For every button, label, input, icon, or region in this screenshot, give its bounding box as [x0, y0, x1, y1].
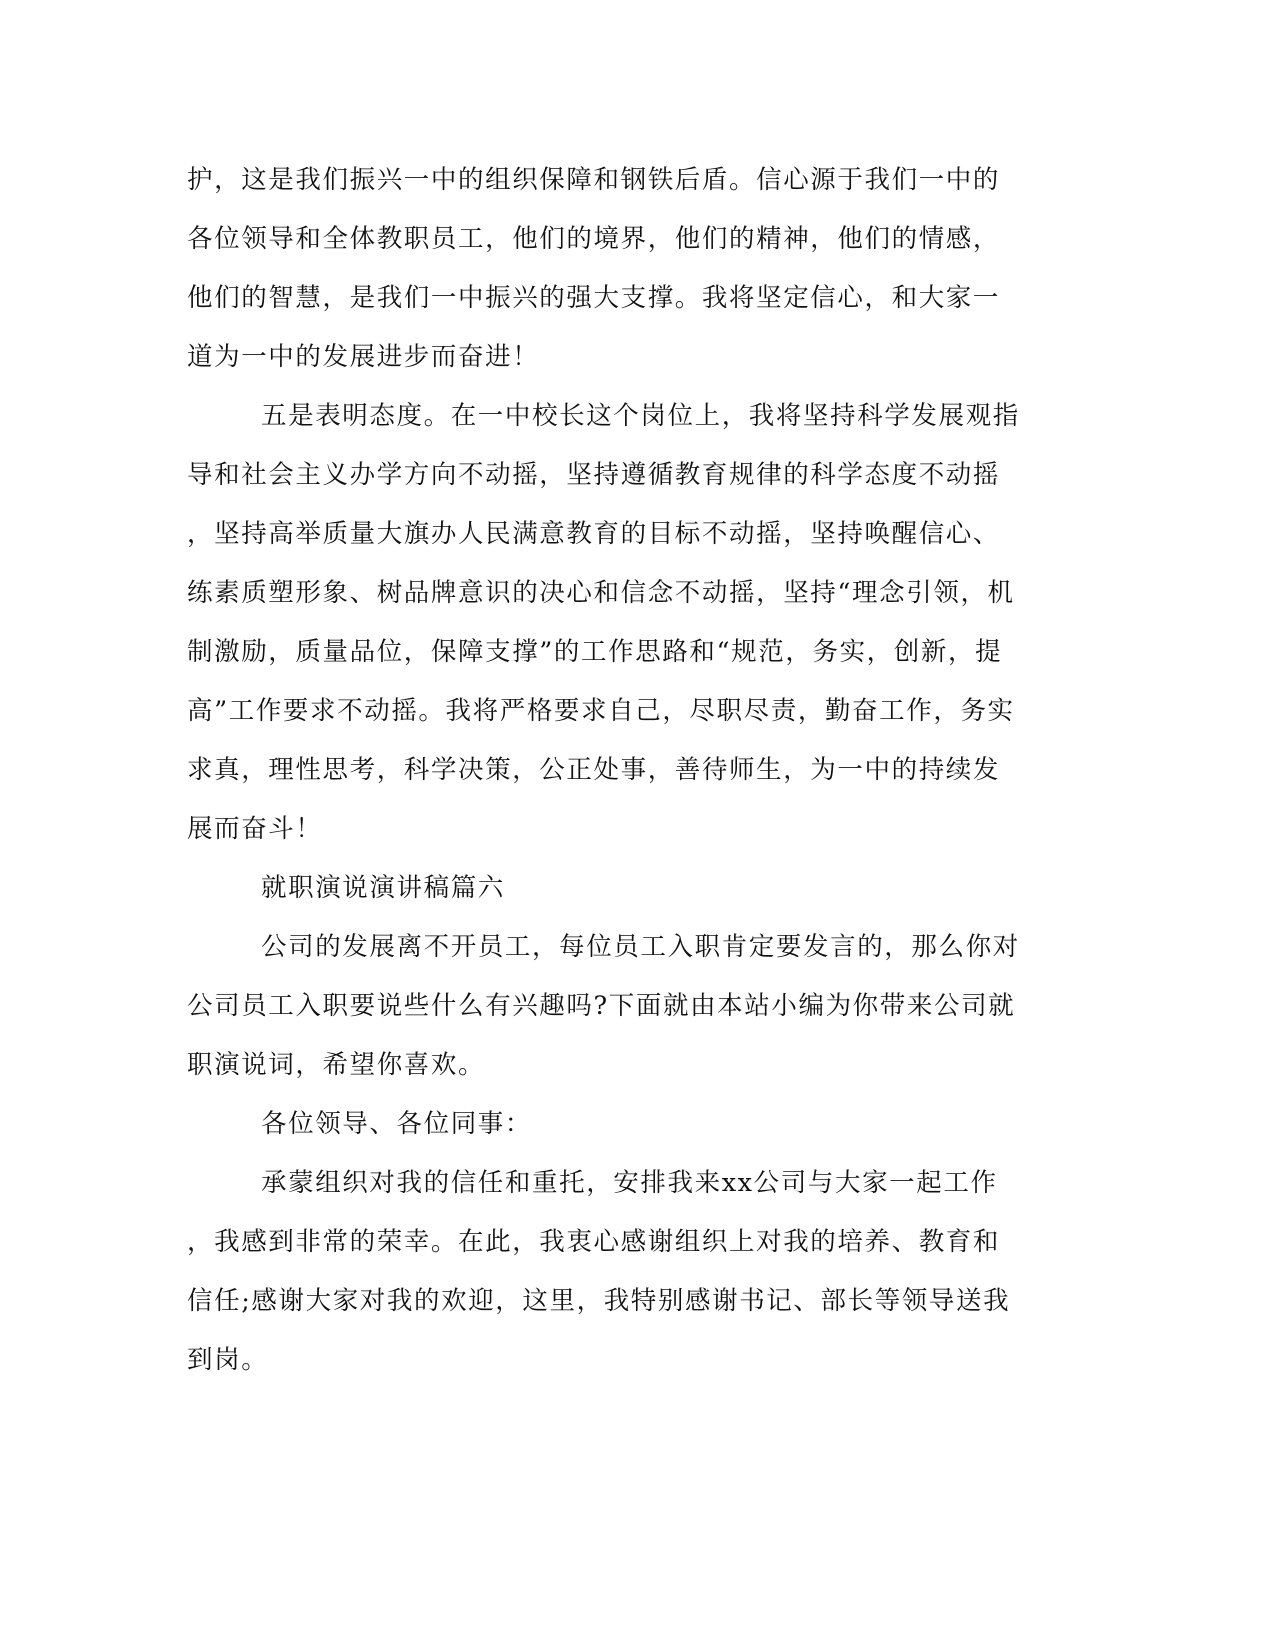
- text-line: 到岗。: [187, 1345, 269, 1375]
- text-line: 制激励，质量品位，保障支撑”的工作思路和“规范，务实，创新，提: [187, 637, 1003, 667]
- text-line: 信任;感谢大家对我的欢迎，这里，我特别感谢书记、部长等领导送我: [187, 1286, 1011, 1316]
- paragraph-start-line: 公司的发展离不开员工，每位员工入职肯定要发言的，那么你对: [261, 932, 1020, 962]
- text-line: 练素质塑形象、树品牌意识的决心和信念不动摇，坚持“理念引领，机: [187, 578, 1015, 608]
- text-line: 道为一中的发展进步而奋进！: [187, 342, 540, 372]
- salutation-line: 各位领导、各位同事：: [261, 1109, 533, 1139]
- section-heading: 就职演说演讲稿篇六: [261, 873, 505, 903]
- text-line: ，我感到非常的荣幸。在此，我衷心感谢组织上对我的培养、教育和: [187, 1227, 1001, 1257]
- text-line: 他们的智慧，是我们一中振兴的强大支撑。我将坚定信心，和大家一: [187, 283, 1001, 313]
- paragraph-start-line: 五是表明态度。在一中校长这个岗位上，我将坚持科学发展观指: [261, 401, 1020, 431]
- text-line: 公司员工入职要说些什么有兴趣吗?下面就由本站小编为你带来公司就: [187, 991, 1016, 1021]
- text-line: 求真，理性思考，科学决策，公正处事，善待师生，为一中的持续发: [187, 755, 1001, 785]
- text-line: 各位领导和全体教职员工，他们的境界，他们的精神，他们的情感，: [187, 224, 1001, 254]
- text-line: 导和社会主义办学方向不动摇，坚持遵循教育规律的科学态度不动摇: [187, 460, 1001, 490]
- text-line: ，坚持高举质量大旗办人民满意教育的目标不动摇，坚持唤醒信心、: [187, 519, 1001, 549]
- paragraph-start-line: 承蒙组织对我的信任和重托，安排我来xx公司与大家一起工作: [261, 1168, 998, 1198]
- text-line: 高”工作要求不动摇。我将严格要求自己，尽职尽责，勤奋工作，务实: [187, 696, 1015, 726]
- text-line: 职演说词，希望你喜欢。: [187, 1050, 486, 1080]
- text-line: 护，这是我们振兴一中的组织保障和钢铁后盾。信心源于我们一中的: [187, 165, 1001, 195]
- text-line: 展而奋斗！: [187, 814, 323, 844]
